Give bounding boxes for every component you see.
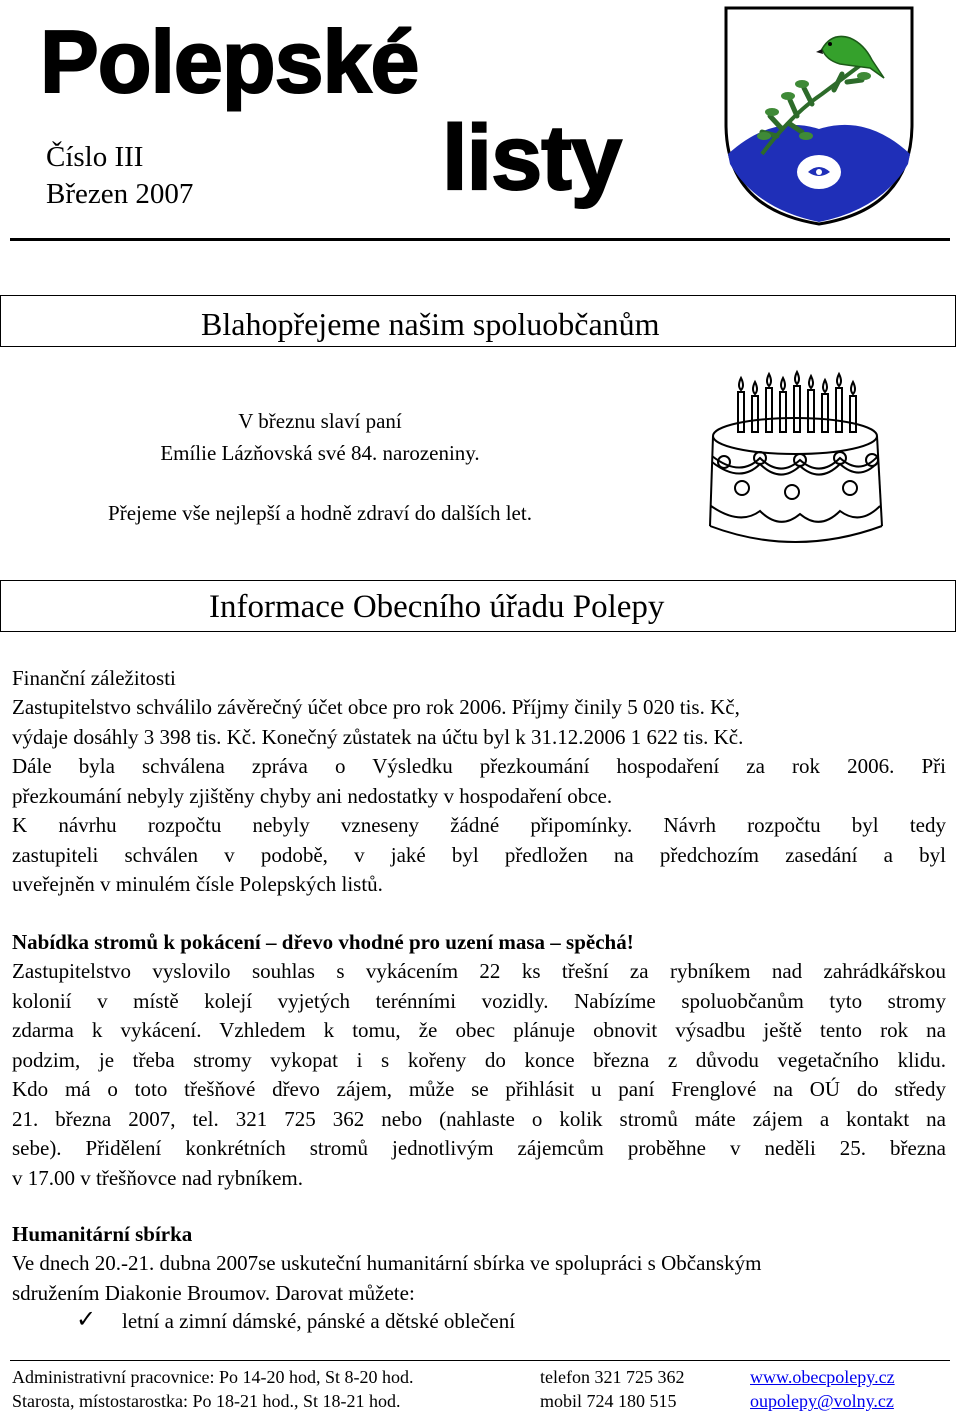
footer-website-link[interactable]: www.obecpolepy.cz [750,1367,895,1387]
office-info-headline: Informace Obecního úřadu Polepy [209,589,665,625]
trees-line: zdarma k vykácení. Vzhledem k tomu, že obec plánuje obnovit výsadbu ještě tento rok na [12,1018,946,1042]
trees-line: podzim, je třeba stromy vykopat i s kořeny do konce března z důvodu vegetačního klidu. [12,1047,946,1072]
trees-line: v 17.00 v třešňovce nad rybníkem. [12,1165,304,1190]
finance-paragraph [12,693,946,900]
masthead-title-line1: Polepské [40,12,419,111]
trees-line: sebe). Přidělení konkrétních stromů jednotlivým zájemcům proběhne v neděli 25. března [12,1136,946,1160]
birthday-line-3: Přejeme vše nejlepší a hodně zdraví do dalších let. [108,501,532,525]
footer-mayor-hours: Starosta, místostarostka: Po 18-21 hod., St 18-21 hod. [12,1391,401,1411]
trees-line: Zastupitelstvo vyslovilo souhlas s vykácením 22 ks třešní za rybníkem nad zahrádkářskou [12,959,946,983]
footer-mayor-phone: mobil 724 180 515 [540,1391,677,1411]
footer-office-phone: telefon 321 725 362 [540,1367,685,1387]
finance-line: Zastupitelstvo schválilo závěrečný účet obce pro rok 2006. Příjmy činily 5 020 tis. Kč, [12,695,740,719]
footer-email-link[interactable]: oupolepy@volny.cz [750,1391,894,1411]
trees-line: Kdo má o toto třešňové dřevo zájem, může se přihlásit u paní Frenglové na OÚ do středy [12,1077,946,1101]
charity-line: sdružením Diakonie Broumov. Darovat můžete: [12,1280,415,1305]
issue-number: Číslo III [46,141,144,173]
coat-of-arms-emblem [722,4,916,228]
trees-line: 21. března 2007, tel. 321 725 362 nebo (nahlaste o kolik stromů máte zájem a kontakt na [12,1106,946,1131]
birthday-line-1: V březnu slaví paní [238,409,402,433]
trees-heading: Nabídka stromů k pokácení – dřevo vhodné pro uzení masa – spěchá! [12,930,634,954]
trees-paragraph [12,957,946,1193]
issue-date: Březen 2007 [46,178,194,210]
finance-line: Dále byla schválena zpráva o Výsledku přezkoumání hospodaření za rok 2006. Při [12,754,946,778]
charity-list-item: letní a zimní dámské, pánské a dětské oblečení [122,1309,516,1333]
finance-line: K návrhu rozpočtu nebyly vzneseny žádné připomínky. Návrh rozpočtu byl tedy [12,813,946,837]
charity-line: Ve dnech 20.-21. dubna 2007se uskuteční humanitární sbírka ve spolupráci s Občanským [12,1251,762,1275]
masthead-divider [10,238,950,241]
footer-divider [10,1360,950,1361]
birthday-headline: Blahopřejeme našim spoluobčanům [201,306,660,342]
charity-heading: Humanitární sbírka [12,1222,193,1246]
birthday-line-2: Emílie Lázňovská své 84. narozeniny. [160,441,480,465]
finance-heading: Finanční záležitosti [12,666,176,690]
charity-paragraph [12,1249,946,1308]
check-mark-icon: ✓ [76,1307,97,1333]
birthday-headline-box [0,295,956,347]
trees-line: kolonií v místě kolejí vyjetých terénními vozidly. Nabízíme spoluobčanům tyto stromy [12,988,946,1013]
office-info-headline-box [0,580,956,632]
footer-office-hours: Administrativní pracovnice: Po 14-20 hod, St 8-20 hod. [12,1367,414,1387]
masthead-title-line2: listy [442,107,622,209]
birthday-cake-illustration [700,366,890,550]
finance-line: výdaje dosáhly 3 398 tis. Kč. Konečný zůstatek na účtu byl k 31.12.2006 1 622 tis. Kč. [12,724,744,749]
finance-line: přezkoumání nebyly zjištěny chyby ani nedostatky v hospodaření obce. [12,783,613,808]
finance-line: uveřejněn v minulém čísle Polepských listů. [12,872,383,896]
finance-line: zastupiteli schválen v podobě, v jaké byl předložen na předchozím zasedání a byl [12,842,946,867]
